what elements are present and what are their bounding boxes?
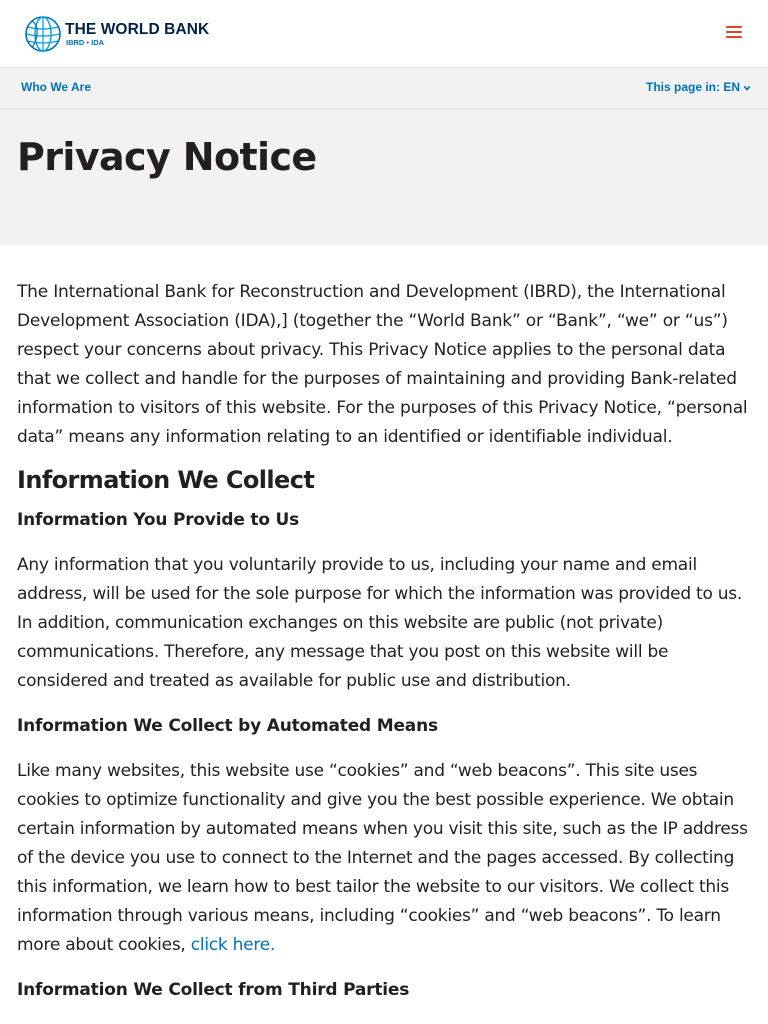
menu-line bbox=[726, 31, 742, 33]
site-header bbox=[0, 0, 768, 68]
language-selector[interactable] bbox=[646, 80, 751, 94]
intro-paragraph: The International Bank for Reconstruction and Development (IBRD), the International Development Association (IDA),] (together the “World Bank” or “Bank”, “we” or “us”) respect your concerns about privacy. This Privacy Notice applies to the personal data that we collect and handle for the purposes of maintaining and providing Bank-related information to visitors of this website. For the purposes of this Privacy Notice, “personal data” means any information relating to an identified or identifiable individual. bbox=[17, 282, 748, 447]
world-bank-logo[interactable] bbox=[24, 15, 209, 53]
cookies-click-here-link[interactable]: click here. bbox=[190, 935, 276, 955]
menu-line bbox=[726, 26, 742, 28]
paragraph-info-you-provide: Any information that you voluntarily provide to us, including your name and email address, will be used for the sole purpose for which the information was provided to us. In addition, communication exchanges on this website are public (not private) communications. Therefore, any message that you post on this website will be considered and treated as available for public use and distribution. bbox=[17, 555, 743, 691]
spacer bbox=[17, 960, 751, 976]
language-label: This page in: EN bbox=[645, 80, 740, 94]
subheading-automated-means: Information We Collect by Automated Means bbox=[17, 716, 438, 736]
spacer bbox=[17, 535, 751, 551]
world-bank-globe-icon bbox=[24, 15, 62, 53]
logo-wordmark bbox=[65, 22, 209, 47]
logo-subtitle: IBRD • IDA bbox=[66, 37, 105, 47]
breadcrumb-who-we-are[interactable]: Who We Are bbox=[21, 80, 92, 94]
spacer bbox=[17, 696, 751, 712]
subheading-info-you-provide: Information You Provide to Us bbox=[17, 510, 300, 530]
section-heading-information-we-collect: Information We Collect bbox=[17, 466, 315, 494]
menu-line bbox=[726, 36, 742, 38]
spacer bbox=[17, 496, 751, 506]
logo-title: THE WORLD BANK bbox=[65, 20, 210, 38]
paragraph-automated-means-text: Like many websites, this website use “cookies” and “web beacons”. This site uses cookies to optimize functionality and give you the best possible experience. We obtain certain information by automated means when you visit this site, such as the IP address of the device you use to connect to the Internet and the pages accessed. By collecting this information, we learn how to best tailor the website to our visitors. We collect this information through various means, including “cookies” and “web beacons”. To learn more about cookies, bbox=[17, 761, 748, 955]
page-title-band bbox=[0, 109, 768, 245]
secondary-nav-bar bbox=[0, 68, 768, 109]
hamburger-menu-icon[interactable] bbox=[726, 24, 744, 42]
paragraph-automated-means bbox=[17, 757, 751, 960]
subheading-third-parties: Information We Collect from Third Parties bbox=[17, 980, 410, 1000]
page-title: Privacy Notice bbox=[17, 135, 317, 179]
spacer bbox=[17, 741, 751, 757]
main-content bbox=[0, 245, 768, 1005]
chevron-down-icon bbox=[743, 84, 751, 92]
